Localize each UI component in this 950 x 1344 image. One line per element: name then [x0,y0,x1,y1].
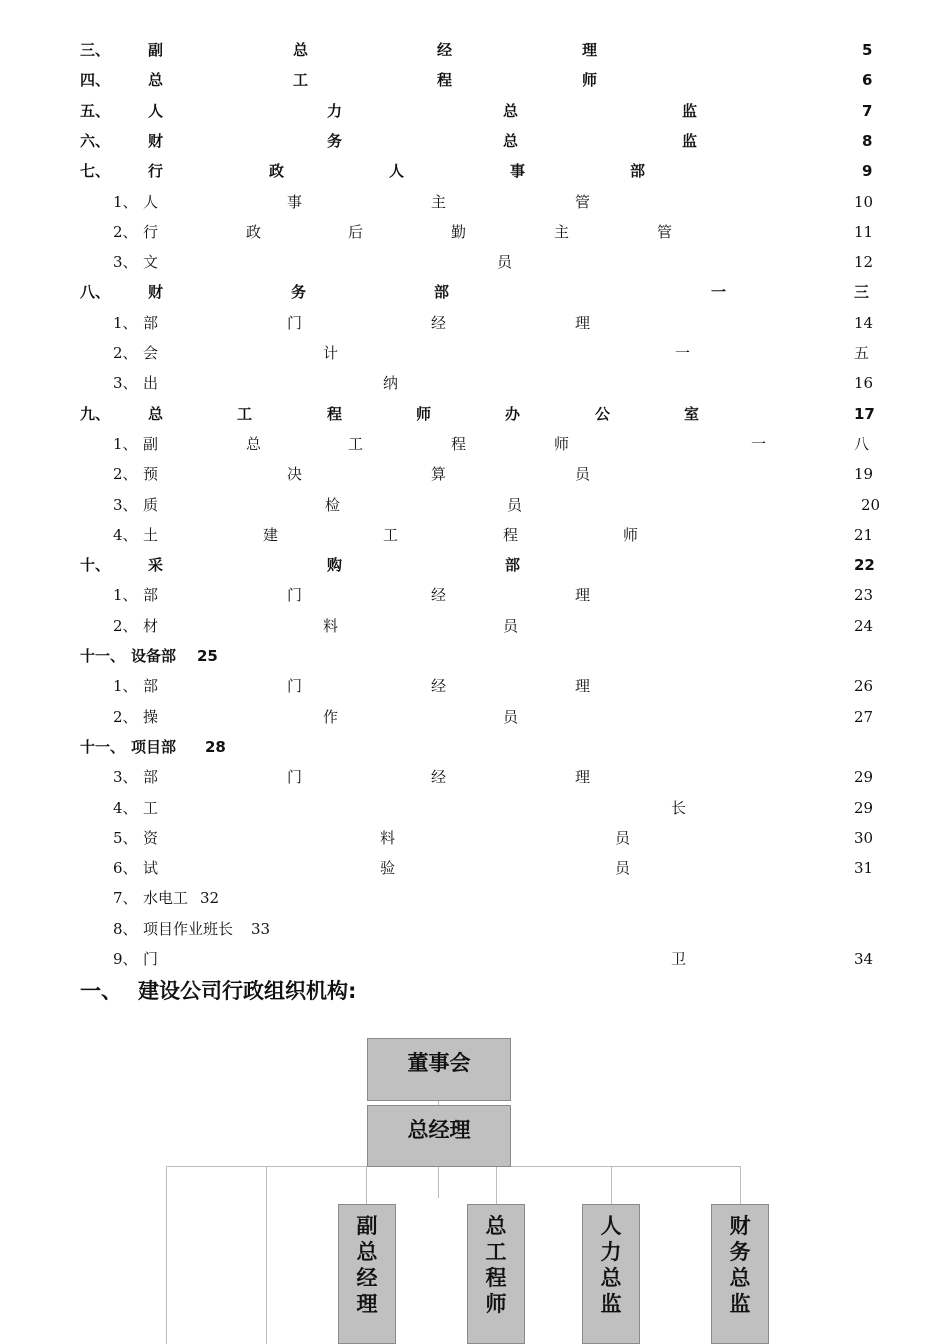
toc-title-glyph: 检 [325,495,341,514]
toc-number: 4、 [113,525,138,544]
toc-title-glyph: 员 [507,495,523,514]
toc-row [0,65,950,95]
toc-title [0,793,950,823]
toc-page-number: 8 [862,131,873,150]
toc-row [0,793,950,823]
toc-number: 1、 [113,313,138,332]
toc-title-glyph: 部 [505,556,521,575]
toc-title-glyph: 料 [380,828,396,847]
board-box: 董事会 [367,1038,511,1101]
toc-number: 十一、 [80,737,126,756]
toc-number: 3、 [113,495,138,514]
toc-title-glyph: 师 [623,525,639,544]
toc-row [0,611,950,641]
toc-page-number: 27 [854,707,874,726]
toc-title-glyph: 部 [434,283,450,302]
box-label-glyph: 力 [600,1240,622,1264]
toc-title-glyph: 理 [575,313,591,332]
toc-title-glyph: 财 [148,131,164,150]
toc-row [0,702,950,732]
toc-page-number: 22 [854,556,875,575]
toc-page-number: 28 [205,737,226,756]
toc-title-glyph: 门 [287,313,303,332]
toc-row [0,368,950,398]
toc-title-glyph: 副 [143,434,159,453]
toc-page-number: 19 [854,465,874,484]
toc-title-glyph: 土 [143,525,159,544]
box-label-glyph: 总 [485,1214,507,1238]
toc-title-glyph: 工 [143,798,159,817]
toc-number: 十一、 [80,647,126,665]
toc-page-number: 23 [854,586,874,605]
toc-page-number: 25 [197,647,218,665]
general-manager-box: 总经理 [367,1105,511,1167]
toc-title-glyph: 政 [269,162,285,181]
toc-title [0,823,950,853]
box-label-glyph: 人 [600,1214,622,1238]
toc-title-glyph: 勤 [451,222,467,241]
toc-title-glyph: 部 [630,162,646,181]
toc-title-glyph: 验 [380,859,396,878]
toc-number: 五、 [80,101,111,120]
toc-page-number: 17 [854,404,875,423]
toc-title [0,65,950,95]
toc-number: 3、 [113,374,138,393]
toc-page-number: 29 [854,768,874,787]
toc-title-glyph: 部 [143,313,159,332]
toc-number: 5、 [113,828,138,847]
connector-line [266,1166,267,1344]
box-label-glyph: 理 [356,1292,378,1316]
toc-title: 项目作业班长 [143,919,234,938]
toc-page-number: 5 [862,41,873,59]
toc-title-glyph: 建 [263,525,279,544]
toc-number: 三、 [80,41,111,59]
toc-row [0,187,950,217]
toc-row [0,641,950,671]
toc-page-number: 9 [862,162,873,181]
toc-title-glyph: 师 [582,71,598,90]
toc-row [0,520,950,550]
toc-title-glyph: 行 [143,222,159,241]
toc-row [0,96,950,126]
toc-title-glyph: 总 [148,71,164,90]
toc-title-glyph: 程 [451,434,467,453]
toc-title-glyph: 师 [416,404,432,423]
toc-title: 项目部 [131,737,177,756]
hr-director-box [582,1204,640,1344]
toc-title-glyph: 主 [431,192,447,211]
box-label-glyph: 师 [485,1292,507,1316]
toc-title-glyph: 总 [246,434,262,453]
box-label-glyph: 务 [729,1240,751,1264]
toc-page-number: 33 [251,919,271,938]
deputy-gm-box [338,1204,396,1344]
toc-number: 2、 [113,222,138,241]
toc-title-glyph: 文 [143,253,159,272]
toc-number: 8、 [113,919,138,938]
connector-line [366,1166,367,1204]
toc-title-glyph: 务 [291,283,307,302]
toc-title-glyph: 一 [675,344,691,362]
toc-row [0,823,950,853]
toc-title-glyph: 预 [143,465,159,484]
toc-title-glyph: 公 [595,404,611,423]
toc-title-glyph: 总 [503,131,519,150]
toc-row [0,459,950,489]
toc-row [0,490,950,520]
toc-title-glyph: 程 [503,525,519,544]
toc-title-glyph: 工 [383,525,399,544]
toc-title [0,580,950,610]
toc-title-glyph: 监 [682,131,698,150]
toc-title-glyph: 员 [497,253,513,272]
toc-title-glyph: 程 [327,404,343,423]
toc-page-number: 12 [854,253,874,272]
toc-number: 1、 [113,586,138,605]
toc-page-number: 24 [854,616,874,635]
toc-title [0,277,950,307]
toc-title-glyph: 后 [348,222,364,241]
toc-title-glyph: 人 [143,192,159,211]
toc-title-glyph: 经 [431,677,447,696]
toc-title-glyph: 员 [503,707,519,726]
toc-row [0,853,950,883]
toc-title-glyph: 门 [287,768,303,787]
toc-title-glyph: 管 [657,222,673,241]
toc-title [0,156,950,186]
toc-page-number: 三 [854,283,870,302]
toc-number: 十、 [80,556,111,575]
toc-title-glyph: 质 [143,495,159,514]
toc-title-glyph: 财 [148,283,164,302]
toc-page-number: 32 [200,889,220,908]
box-label-glyph: 总 [729,1266,751,1290]
toc-title-glyph: 理 [575,768,591,787]
toc-row [0,883,950,913]
toc-title [0,490,950,520]
toc-title [0,762,950,792]
toc-title-glyph: 工 [348,434,364,453]
toc-number: 2、 [113,616,138,635]
toc-title-glyph: 事 [287,192,303,211]
toc-title-glyph: 师 [554,434,570,453]
toc-number: 9、 [113,950,138,968]
toc-title [0,35,950,65]
toc-number: 八、 [80,283,111,302]
toc-row [0,762,950,792]
toc-page-number: 11 [854,222,874,241]
box-label-glyph: 总 [356,1240,378,1264]
toc-page-number: 31 [854,859,874,878]
section-title: 建设公司行政组织机构: [138,979,357,1003]
toc-number: 1、 [113,434,138,453]
toc-title-glyph: 员 [503,616,519,635]
toc-number: 3、 [113,768,138,787]
toc-title-glyph: 总 [148,404,164,423]
toc-title [0,217,950,247]
toc-number: 3、 [113,253,138,272]
toc-page-number: 五 [854,344,870,362]
toc-title-glyph: 办 [505,404,521,423]
toc-title-glyph: 长 [671,798,687,817]
toc-title-glyph: 资 [143,828,159,847]
toc-title [0,702,950,732]
toc-number: 2、 [113,707,138,726]
box-label-glyph: 经 [356,1266,378,1290]
finance-director-box [711,1204,769,1344]
toc-number: 6、 [113,859,138,878]
toc-title [0,520,950,550]
toc-row [0,580,950,610]
toc-row [0,338,950,368]
toc-number: 七、 [80,162,111,181]
toc-page-number: 26 [854,677,874,696]
toc-number: 1、 [113,192,138,211]
toc-title-glyph: 理 [575,677,591,696]
toc-title-glyph: 理 [575,586,591,605]
toc-row [0,156,950,186]
toc-title [0,611,950,641]
toc-page-number: 10 [854,192,874,211]
toc-title-glyph: 决 [287,465,303,484]
toc-title [0,671,950,701]
toc-title-glyph: 算 [431,465,447,484]
toc-title [0,368,950,398]
section-number: 一、 [80,979,122,1003]
toc-title-glyph: 卫 [671,950,687,968]
toc-number: 九、 [80,404,111,423]
toc-title-glyph: 员 [615,859,631,878]
toc-title-glyph: 门 [287,586,303,605]
toc-number: 六、 [80,131,111,150]
toc-title [0,399,950,429]
toc-title-glyph: 理 [582,41,598,59]
toc-title-glyph: 经 [431,768,447,787]
toc-title-glyph: 副 [148,41,164,59]
toc-title-glyph: 门 [143,950,159,968]
toc-title [0,853,950,883]
toc-row [0,247,950,277]
connector-line [438,1166,439,1198]
toc-page-number: 29 [854,798,874,817]
toc-title-glyph: 纳 [383,374,399,393]
toc-title-glyph: 管 [575,192,591,211]
connector-line [611,1166,612,1204]
toc-title [0,96,950,126]
toc-title [0,944,950,974]
toc-title-glyph: 购 [327,556,343,575]
toc-title-glyph: 部 [143,768,159,787]
toc-title-glyph: 采 [148,556,164,575]
toc-row [0,35,950,65]
toc-title-glyph: 员 [615,828,631,847]
toc-page-number: 16 [854,374,874,393]
toc-title: 设备部 [131,647,177,665]
toc-number: 1、 [113,677,138,696]
toc-title-glyph: 总 [503,101,519,120]
toc-title-glyph: 一 [711,283,727,302]
section-heading [80,975,356,1005]
box-label-glyph: 监 [729,1292,751,1316]
toc-title-glyph: 务 [327,131,343,150]
toc-title [0,187,950,217]
toc-title-glyph: 员 [575,465,591,484]
toc-title [0,550,950,580]
toc-page-number: 30 [854,828,874,847]
toc-row [0,732,950,762]
toc-row [0,914,950,944]
box-label-glyph: 监 [600,1292,622,1316]
toc-title-glyph: 门 [287,677,303,696]
toc-title-glyph: 会 [143,344,159,362]
toc-title-glyph: 政 [246,222,262,241]
toc-title [0,126,950,156]
toc-page-number: 7 [862,101,873,120]
toc-row [0,550,950,580]
toc-row [0,126,950,156]
toc-title-glyph: 试 [143,859,159,878]
box-label-glyph: 财 [729,1214,751,1238]
connector-line [166,1166,167,1344]
toc-page-number: 34 [854,950,874,968]
toc-title-glyph: 经 [431,313,447,332]
toc-title-glyph: 计 [323,344,339,362]
toc-title-glyph: 料 [323,616,339,635]
toc-title-glyph: 经 [437,41,453,59]
toc-title-glyph: 室 [684,404,700,423]
toc-page-number: 八 [854,434,870,453]
toc-row [0,944,950,974]
toc-page-number: 14 [854,313,874,332]
toc-title-glyph: 力 [327,101,343,120]
connector-line [740,1166,741,1204]
toc-title-glyph: 经 [431,586,447,605]
toc-number: 四、 [80,71,111,90]
toc-title: 水电工 [143,889,189,908]
box-label-glyph: 程 [485,1266,507,1290]
toc-title-glyph: 主 [554,222,570,241]
toc-title-glyph: 材 [143,616,159,635]
toc-title-glyph: 部 [143,586,159,605]
toc-title-glyph: 工 [237,404,253,423]
box-label-glyph: 副 [356,1214,378,1238]
toc-number: 7、 [113,889,138,908]
toc-title-glyph: 作 [323,707,339,726]
box-label-glyph: 工 [485,1240,507,1264]
toc-number: 4、 [113,798,138,817]
toc-row [0,671,950,701]
toc-title-glyph: 人 [148,101,164,120]
toc-row [0,277,950,307]
toc-title-glyph: 出 [143,374,159,393]
toc-title-glyph: 工 [293,71,309,90]
toc-title-glyph: 总 [293,41,309,59]
toc-row [0,429,950,459]
toc-title-glyph: 人 [389,162,405,181]
toc-page-number: 20 [861,495,881,514]
toc-title-glyph: 程 [437,71,453,90]
toc-title-glyph: 监 [682,101,698,120]
toc-title [0,308,950,338]
box-label-glyph: 总 [600,1266,622,1290]
connector-line [496,1166,497,1204]
toc-row [0,217,950,247]
toc-title [0,429,950,459]
toc-title-glyph: 事 [510,162,526,181]
toc-title [0,338,950,368]
toc-page-number: 6 [862,71,873,90]
toc-title [0,247,950,277]
toc-number: 2、 [113,344,138,362]
chief-engineer-box [467,1204,525,1344]
toc-title-glyph: 部 [143,677,159,696]
toc-title-glyph: 操 [143,707,159,726]
toc-title [0,459,950,489]
toc-title-glyph: 一 [751,434,767,453]
toc-title-glyph: 行 [148,162,164,181]
toc-row [0,399,950,429]
toc-row [0,308,950,338]
toc-page-number: 21 [854,525,874,544]
toc-number: 2、 [113,465,138,484]
